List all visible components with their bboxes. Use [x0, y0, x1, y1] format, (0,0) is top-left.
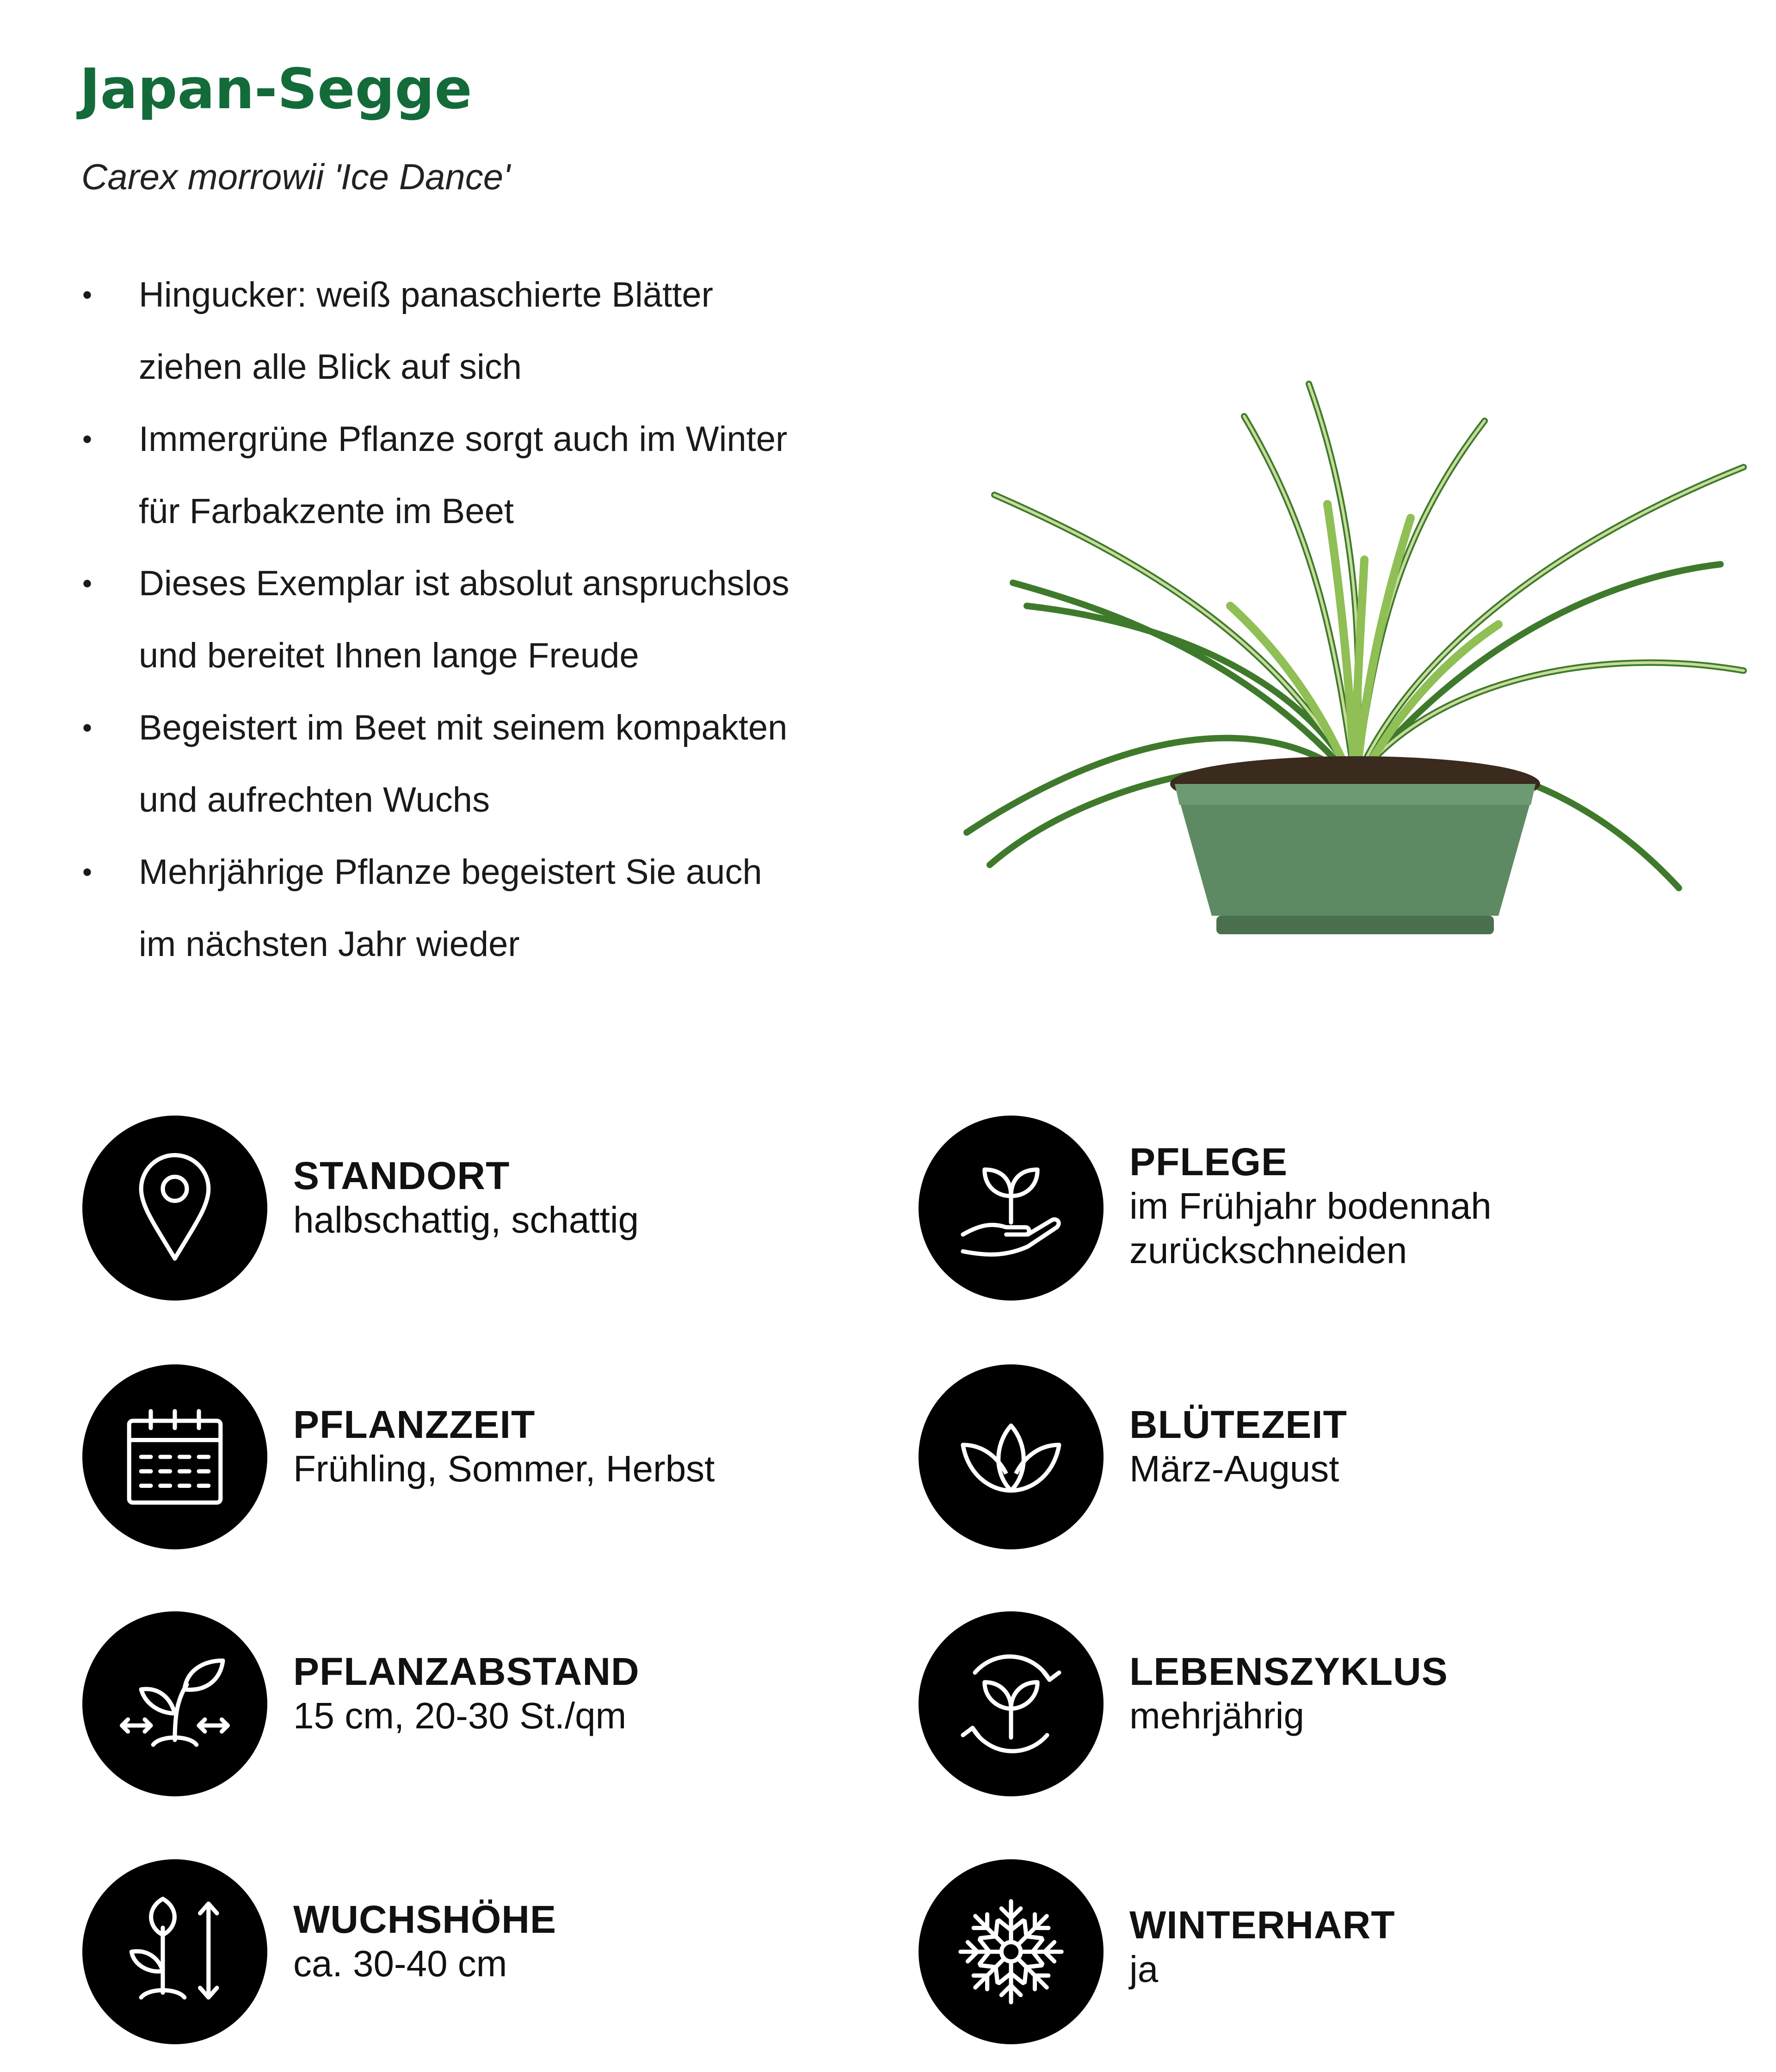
feature-value: halbschattig, schattig: [293, 1199, 639, 1240]
bullet-line: Hingucker: weiß panaschierte Blätter: [139, 275, 713, 314]
bullet-line: Begeistert im Beet mit seinem kompakten: [139, 708, 788, 747]
bullet-item: [81, 403, 905, 548]
feature-lebenszyklus: [919, 1611, 1705, 1796]
feature-value: ca. 30-40 cm: [293, 1943, 507, 1984]
plant-image: [957, 365, 1753, 948]
feature-pflege: [919, 1116, 1705, 1301]
feature-label: PFLANZZEIT: [293, 1403, 536, 1446]
bullet-dot: •: [82, 568, 92, 599]
feature-value: mehrjährig: [1129, 1695, 1304, 1736]
feature-wuchshoehe: [82, 1859, 869, 2044]
bullet-line: Mehrjährige Pflanze begeistert Sie auch: [139, 852, 762, 892]
botanical-name: Carex morrowii 'Ice Dance': [81, 156, 511, 197]
feature-value: März-August: [1129, 1448, 1339, 1489]
lotus-flower-icon: [919, 1364, 1104, 1549]
bullet-dot: •: [82, 857, 92, 888]
bullet-line: ziehen alle Blick auf sich: [139, 347, 522, 387]
lifecycle-icon: [919, 1611, 1104, 1796]
feature-value: zurückschneiden: [1129, 1230, 1407, 1271]
feature-value: im Frühjahr bodennah: [1129, 1185, 1492, 1227]
feature-pflanzabstand: [82, 1611, 869, 1796]
plant-height-icon: [82, 1859, 267, 2044]
bullet-dot: •: [82, 279, 92, 310]
feature-value: 15 cm, 20-30 St./qm: [293, 1695, 627, 1736]
product-title: Japan-Segge: [80, 57, 472, 122]
bullet-item: [81, 836, 905, 980]
feature-label: STANDORT: [293, 1154, 510, 1197]
feature-label: WUCHSHÖHE: [293, 1898, 556, 1941]
bullet-line: und bereitet Ihnen lange Freude: [139, 636, 639, 675]
bullet-line: für Farbakzente im Beet: [139, 492, 514, 531]
bullet-line: Immergrüne Pflanze sorgt auch im Winter: [139, 419, 788, 459]
bullet-line: im nächsten Jahr wieder: [139, 925, 520, 964]
bullet-dot: •: [82, 712, 92, 743]
feature-label: PFLEGE: [1129, 1140, 1288, 1184]
hand-seedling-icon: [919, 1116, 1104, 1301]
feature-label: WINTERHART: [1129, 1903, 1395, 1947]
location-pin-icon: [82, 1116, 267, 1301]
feature-bullet-list: [81, 259, 905, 980]
bullet-item: [81, 692, 905, 836]
bullet-dot: •: [82, 424, 92, 455]
feature-label: LEBENSZYKLUS: [1129, 1650, 1448, 1693]
bullet-line: und aufrechten Wuchs: [139, 780, 490, 820]
feature-label: BLÜTEZEIT: [1129, 1403, 1347, 1446]
calendar-icon: [82, 1364, 267, 1549]
seedling-spacing-icon: [82, 1611, 267, 1796]
feature-label: PFLANZABSTAND: [293, 1650, 640, 1693]
feature-pflanzzeit: [82, 1364, 869, 1549]
feature-winterhart: [919, 1859, 1705, 2044]
bullet-item: [81, 548, 905, 692]
bullet-item: [81, 259, 905, 403]
bullet-line: Dieses Exemplar ist absolut anspruchslos: [139, 564, 789, 603]
feature-value: Frühling, Sommer, Herbst: [293, 1448, 715, 1489]
snowflake-icon: [919, 1859, 1104, 2044]
feature-bluetezeit: [919, 1364, 1705, 1549]
feature-value: ja: [1129, 1949, 1159, 1990]
feature-standort: [82, 1116, 869, 1301]
